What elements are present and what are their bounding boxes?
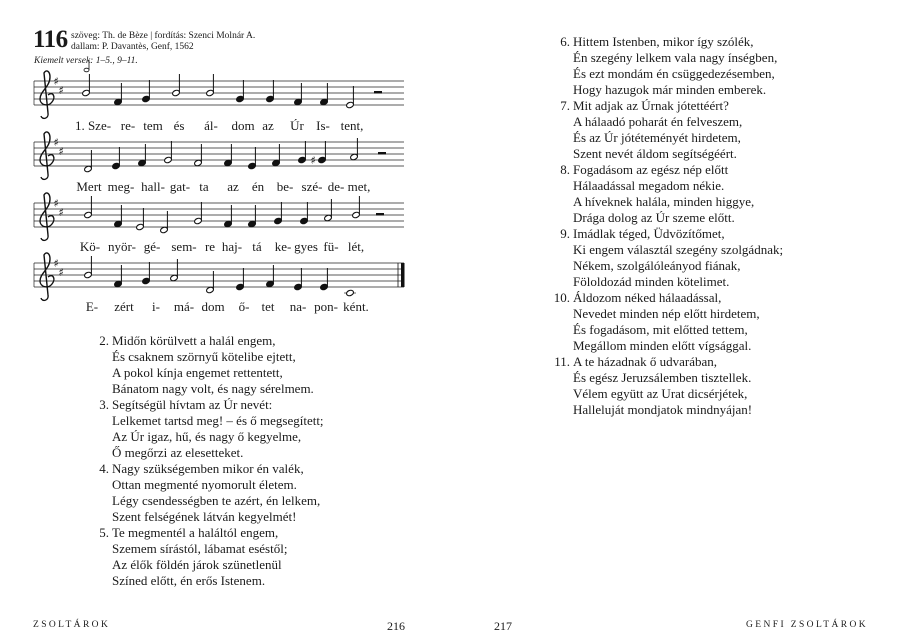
stanza-line: A te házadnak ő udvarában,	[573, 354, 718, 369]
credit-text: szöveg: Th. de Bèze | fordítás: Szenci Molnár A.	[71, 31, 256, 41]
half-rest-icon	[374, 91, 382, 94]
stanza-line: Légy csendességben te azért, én lelkem,	[112, 493, 321, 508]
lyric-syllable: be-	[276, 179, 294, 194]
stanza-line: Ő megőrzi az elesetteket.	[112, 445, 244, 460]
lyric-syllable: Is-	[316, 118, 330, 133]
stanza	[99, 397, 324, 461]
sharp-icon: ♯	[53, 136, 59, 149]
lyric-syllable: re-	[120, 118, 136, 133]
stanza-line: Halleluját mondjatok mindnyájan!	[573, 402, 753, 417]
stanza	[99, 461, 324, 525]
stanza-line: És ezt mondám én csüggedezésemben,	[573, 66, 775, 81]
stanza-line: Fogadásom az egész nép előtt	[573, 162, 729, 177]
lyric-syllable: Kö-	[79, 239, 101, 254]
stanza-line: Hogy hazugok már minden emberek.	[573, 82, 767, 97]
lyric-syllable: gyes	[294, 239, 318, 254]
stanza-line: Áldozom néked hálaadással,	[573, 290, 722, 305]
lyric-syllable: pon-	[314, 299, 338, 314]
lyric-syllable: nyör-	[108, 239, 136, 254]
stanza-line: Hálaadással megadom nékie.	[573, 178, 725, 193]
lyric-syllable: tent,	[340, 118, 364, 133]
stanza-line: Színed előtt, én erős Istenem.	[112, 573, 266, 588]
final-barline-thick	[401, 263, 405, 287]
stanza-line: Hittem Istenben, mikor így szólék,	[573, 34, 754, 49]
lyric-syllable: sem-	[171, 239, 197, 254]
stanza-line: És fogadásom, mit előtted tettem,	[573, 322, 748, 337]
stanza-number: 2.	[99, 333, 109, 348]
stanza	[560, 34, 783, 98]
lyric-syllable: met,	[347, 179, 371, 194]
stanza-line: Én szegény lelkem vala nagy ínségben,	[573, 50, 778, 65]
lyric-syllable: re	[204, 239, 216, 254]
stanza-number: 10.	[553, 290, 570, 305]
lyric-syllable: ő-	[238, 299, 250, 314]
lyric-syllable: má-	[173, 299, 195, 314]
lyric-syllable: zért	[114, 299, 134, 314]
music-score	[0, 0, 450, 330]
footer-right-label: GENFI ZSOLTÁROK	[746, 620, 868, 630]
stanza-number: 3.	[99, 397, 109, 412]
lyric-syllable: Mert	[76, 179, 102, 194]
stanza-line: Föloldozád minden kötelimet.	[573, 274, 730, 289]
footer-left-label: ZSOLTÁROK	[33, 620, 111, 630]
page-number-right: 217	[494, 619, 512, 633]
sharp-icon: ♯	[58, 145, 64, 158]
stanzas-left-column	[99, 333, 324, 589]
stanza	[99, 333, 324, 397]
stanzas-right-column	[553, 34, 784, 418]
lyric-syllable: gat-	[169, 179, 191, 194]
lyric-syllable: lét,	[347, 239, 365, 254]
sharp-icon: ♯	[53, 75, 59, 88]
stanza-line: Ottan megmenté nyomorult életem.	[112, 477, 297, 492]
lyric-syllable: 1. Sze-	[74, 118, 112, 133]
treble-clef-icon	[40, 71, 54, 118]
lyric-syllable: ke-	[274, 239, 292, 254]
stanza-number: 9.	[560, 226, 570, 241]
stanza	[554, 354, 783, 418]
lyric-syllable: az	[227, 179, 239, 194]
stanza-line: Bánatom nagy volt, és nagy sérelmem.	[112, 381, 314, 396]
lyric-syllable: és	[173, 118, 185, 133]
treble-clef-icon	[40, 132, 54, 179]
half-rest-icon	[378, 152, 386, 155]
credit-melody: dallam: P. Davantès, Genf, 1562	[71, 42, 194, 52]
stanza-line: És csaknem szörnyű kötelibe ejtett,	[112, 349, 296, 364]
treble-clef-icon	[40, 193, 54, 240]
stanza-line: Imádlak téged, Üdvözítőmet,	[573, 226, 725, 241]
stanza	[560, 98, 783, 162]
stanza-number: 6.	[560, 34, 570, 49]
highlighted-verses: Kiemelt versek: 1–5., 9–11.	[34, 56, 138, 66]
lyric-syllable: fü-	[323, 239, 339, 254]
stanza-line: És egész Jeruzsálemben tisztellek.	[573, 370, 752, 385]
stanza	[560, 162, 783, 226]
lyric-syllable: tem	[143, 118, 163, 133]
lyric-syllable: ta	[199, 179, 209, 194]
lyric-syllable: i-	[152, 299, 160, 314]
sharp-icon: ♯	[58, 206, 64, 219]
sharp-icon: ♯	[58, 84, 64, 97]
hymn-number: 116	[33, 26, 68, 53]
stanza-line: Te megmentél a haláltól engem,	[112, 525, 279, 540]
lyric-syllable: dom	[201, 299, 225, 314]
lyric-syllable: szé-	[301, 179, 323, 194]
stanza-line: Vélem együtt az Urat dicsérjétek,	[573, 386, 748, 401]
stanza-line: Nevedet minden nép előtt hirdetem,	[573, 306, 760, 321]
stanza-line: Szemem sírástól, lábamat eséstől;	[112, 541, 288, 556]
lyric-syllable: de-	[327, 179, 345, 194]
sharp-icon: ♯	[53, 257, 59, 270]
lyric-syllable: tá	[252, 239, 262, 254]
stanza-line: Nékem, szolgálóleányod fiának,	[573, 258, 741, 273]
sharp-icon: ♯	[53, 197, 59, 210]
lyric-syllable: haj-	[221, 239, 243, 254]
stanza-line: Segítségül hívtam az Úr nevét:	[112, 397, 273, 412]
lyric-syllable: hall-	[141, 179, 165, 194]
lyric-syllable: ként.	[343, 299, 369, 314]
lyric-syllable: tet	[261, 299, 275, 314]
stanza-line: Szent felségének látván kegyelmét!	[112, 509, 297, 524]
lyric-syllable: gé-	[143, 239, 161, 254]
lyric-syllable: Úr	[290, 118, 304, 133]
incipit-note	[84, 68, 89, 72]
stanza-line: Mit adjak az Úrnak jótettéért?	[573, 98, 729, 113]
stanza-number: 5.	[99, 525, 109, 540]
treble-clef-icon	[40, 253, 54, 300]
half-rest-icon	[376, 213, 384, 216]
stanza-line: Lelkemet tartsd meg! – és ő megsegített;	[112, 413, 324, 428]
lyric-syllable: E-	[85, 299, 99, 314]
whole-note	[346, 289, 355, 296]
lyric-syllable: az	[262, 118, 274, 133]
stanza	[99, 525, 324, 589]
stanza-line: És az Úr jótéteményét hirdetem,	[573, 130, 741, 145]
stanza-line: A hálaadó poharát én felveszem,	[573, 114, 743, 129]
stanza-number: 7.	[560, 98, 570, 113]
stanza-line: Szent nevét áldom segítségéért.	[573, 146, 737, 161]
stanza-line: A pokol kínja engemet rettentett,	[112, 365, 283, 380]
stanza-line: Ki engem választál szegény szolgádnak;	[573, 242, 784, 257]
stanza-line: Midőn körülvett a halál engem,	[112, 333, 276, 348]
lyric-syllable: ál-	[204, 118, 218, 133]
stanza-line: Az Úr igaz, hű, és nagy ő kegyelme,	[112, 429, 302, 444]
stanza-line: A híveknek halála, minden higgye,	[573, 194, 755, 209]
lyric-syllable: meg-	[107, 179, 135, 194]
stanza	[560, 226, 784, 290]
sharp-icon: ♯	[310, 154, 316, 167]
stanza-number: 4.	[99, 461, 109, 476]
lyric-syllable: na-	[289, 299, 307, 314]
stanza-number: 8.	[560, 162, 570, 177]
stanza-number: 11.	[554, 354, 570, 369]
lyric-syllable: én	[251, 179, 265, 194]
stanza-line: Nagy szükségemben mikor én valék,	[112, 461, 304, 476]
lyric-syllable: dom	[231, 118, 255, 133]
page-number-left: 216	[387, 619, 405, 633]
stanza-line: Drága dolog az Úr szeme előtt.	[573, 210, 735, 225]
stanza-line: Az élők földén járok szünetlenül	[112, 557, 282, 572]
stanza	[553, 290, 783, 354]
stanza-line: Megállom minden előtt vígsággal.	[573, 338, 752, 353]
sharp-icon: ♯	[58, 266, 64, 279]
